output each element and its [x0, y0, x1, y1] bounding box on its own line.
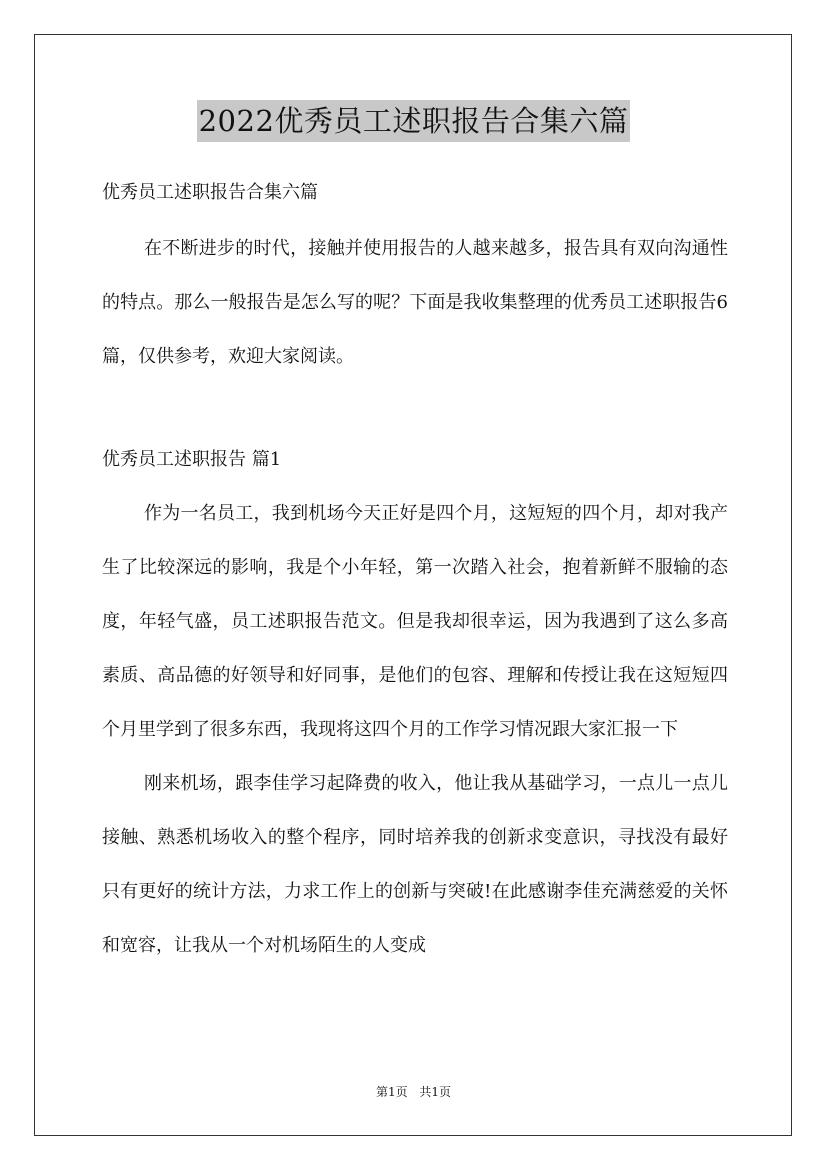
intro-paragraph: 在不断进步的时代，接触并使用报告的人越来越多，报告具有双向沟通性的特点。那么一般报告是怎么写的呢？下面是我收集整理的优秀员工述职报告6篇，仅供参考，欢迎大家阅读。: [102, 238, 728, 367]
page-total: 共1页: [419, 1085, 452, 1099]
section1-paragraph-1: 作为一名员工，我到机场今天正好是四个月，这短短的四个月，却对我产生了比较深远的影响，我是个小年轻，第一次踏入社会，抱着新鲜不服输的态度，年轻气盛，员工述职报告范文。但是我却很幸运，因为我遇到了这么多高素质、高品德的好领导和好同事，是他们的包容、理解和传授让我在这短短四个月里学到了很多东西，我现将这四个月的工作学习情况跟大家汇报一下: [102, 503, 728, 740]
page-number: 第1页: [375, 1085, 408, 1099]
subtitle: 优秀员工述职报告合集六篇: [102, 182, 318, 203]
section1-paragraph-2: 刚来机场，跟李佳学习起降费的收入，他让我从基础学习，一点儿一点儿接触、熟悉机场收入的整个程序，同时培养我的创新求变意识，寻找没有最好只有更好的统计方法，力求工作上的创新与突破!在此感谢李佳充满慈爱的关怀和宽容，让我从一个对机场陌生的人变成: [102, 773, 728, 956]
document-title: 2022优秀员工述职报告合集六篇: [197, 100, 631, 142]
title-block: [0, 100, 827, 142]
section-gap: [102, 384, 728, 437]
document-body: [102, 170, 728, 973]
section1-heading: 优秀员工述职报告 篇1: [102, 449, 282, 470]
page-footer: [0, 1083, 827, 1100]
